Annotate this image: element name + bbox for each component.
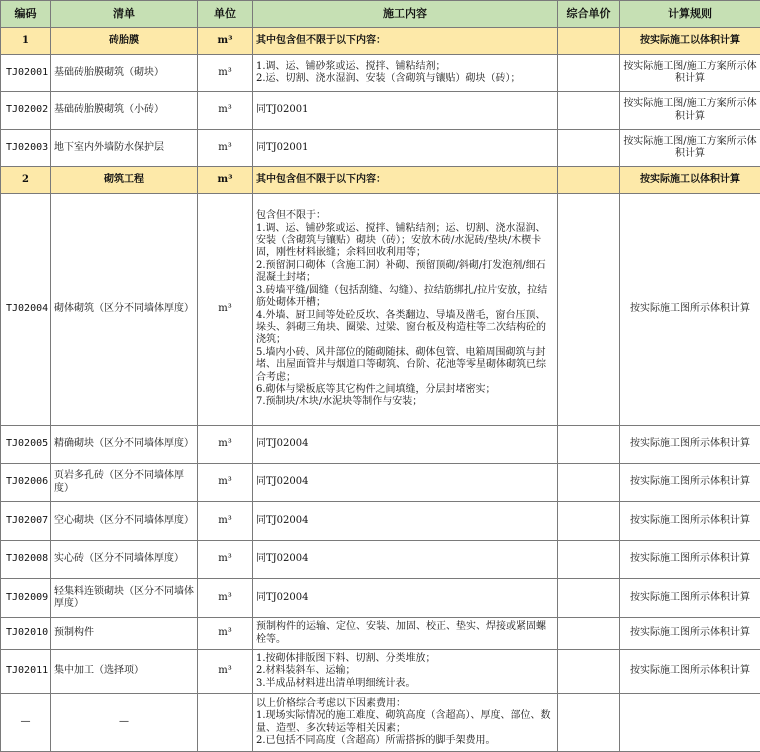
cell-unit: m³ xyxy=(198,579,253,618)
cell-item-name: 精确砌块（区分不同墙体厚度） xyxy=(51,426,198,464)
cell-unit-price xyxy=(558,167,620,194)
cell-content xyxy=(253,194,558,426)
cell-content xyxy=(253,618,558,650)
table-row xyxy=(1,579,760,618)
cell-content xyxy=(253,464,558,502)
cell-calc-rule: 按实际施工图所示体积计算 xyxy=(620,618,760,650)
content-line: 1.按砌体排版图下料、切割、分类堆放； xyxy=(256,653,554,665)
content-line: 5.墙内小砖、风井部位的随砌随抹、砌体包管、电箱周围砌筑与封堵、出屋面管井与烟道口等砌筑、台阶、花池等零星砌体砌筑已综合考虑； xyxy=(256,347,554,384)
cell-item-name: — xyxy=(51,694,198,752)
table-row xyxy=(1,426,760,464)
table-row xyxy=(1,130,760,167)
table-row xyxy=(1,502,760,541)
cell-calc-rule: 按实际施工图所示体积计算 xyxy=(620,579,760,618)
content-line: 同TJ02004 xyxy=(256,592,554,604)
content-line: 同TJ02004 xyxy=(256,515,554,527)
cell-content xyxy=(253,579,558,618)
table-row xyxy=(1,694,760,752)
cell-item-name: 页岩多孔砖（区分不同墙体厚度） xyxy=(51,464,198,502)
cell-content xyxy=(253,28,558,55)
cell-code: TJ02006 xyxy=(1,464,51,502)
content-line: 6.砌体与梁板底等其它构件之间填缝，分层封堵密实； xyxy=(256,384,554,396)
cell-code: TJ02008 xyxy=(1,541,51,579)
header-content: 施工内容 xyxy=(253,1,558,28)
header-item: 清单 xyxy=(51,1,198,28)
cell-item-name: 集中加工（选择项） xyxy=(51,650,198,694)
cell-unit: m³ xyxy=(198,55,253,92)
cell-content xyxy=(253,541,558,579)
cell-item-name: 基础砖胎膜砌筑（砌块） xyxy=(51,55,198,92)
content-line: 预制构件的运输、定位、安装、加固、校正、垫实、焊接或紧固螺栓等。 xyxy=(256,621,554,646)
section-row xyxy=(1,167,760,194)
content-line: 同TJ02001 xyxy=(256,142,554,154)
cell-calc-rule: 按实际施工图所示体积计算 xyxy=(620,650,760,694)
table-row xyxy=(1,92,760,130)
content-line: 其中包含但不限于以下内容： xyxy=(256,35,554,47)
header-code: 编码 xyxy=(1,1,51,28)
content-line: 以上价格综合考虑以下因素费用： xyxy=(256,698,554,710)
cell-unit: m³ xyxy=(198,194,253,426)
cell-unit: m³ xyxy=(198,130,253,167)
cell-code: 2 xyxy=(1,167,51,194)
cell-code: TJ02010 xyxy=(1,618,51,650)
cell-unit: m³ xyxy=(198,28,253,55)
table-row xyxy=(1,650,760,694)
content-line: 其中包含但不限于以下内容： xyxy=(256,174,554,186)
cell-code: — xyxy=(1,694,51,752)
content-line: 3.砖墙平缝/圆缝（包括刮缝、勾缝）、拉结筋绑扎/拉片安放，拉结筋处砌体开槽； xyxy=(256,285,554,310)
cell-item-name: 地下室内外墙防水保护层 xyxy=(51,130,198,167)
cell-unit-price xyxy=(558,502,620,541)
content-line: 4.外墙、厨卫间等处砼反坎、各类翻边、导墙及凿毛，窗台压顶、垛头、斜砌三角块、圈梁、过梁、窗台板及构造柱等二次结构砼的浇筑； xyxy=(256,310,554,347)
table-body xyxy=(1,28,760,752)
table-row xyxy=(1,194,760,426)
content-line: 1.调、运、铺砂浆或运、搅拌、铺粘结剂；运、切割、浇水湿润、安装（含砌筑与镶贴）砌块（砖）；安放木砖/水泥砖/垫块/木楔卡固，刚性材料嵌缝；余料回收利用等； xyxy=(256,223,554,260)
cell-content xyxy=(253,426,558,464)
cell-unit-price xyxy=(558,464,620,502)
cell-content xyxy=(253,55,558,92)
cell-unit-price xyxy=(558,618,620,650)
cell-code: TJ02002 xyxy=(1,92,51,130)
cell-item-name: 实心砖（区分不同墙体厚度） xyxy=(51,541,198,579)
cell-calc-rule: 按实际施工图所示体积计算 xyxy=(620,426,760,464)
table-header-row xyxy=(1,1,760,28)
cell-unit: m³ xyxy=(198,650,253,694)
content-line: 7.预制块/木块/水泥块等制作与安装； xyxy=(256,396,554,408)
cell-unit: m³ xyxy=(198,92,253,130)
cell-code: TJ02005 xyxy=(1,426,51,464)
cell-unit-price xyxy=(558,579,620,618)
cell-code: TJ02007 xyxy=(1,502,51,541)
cell-calc-rule: 按实际施工图所示体积计算 xyxy=(620,194,760,426)
cell-content xyxy=(253,167,558,194)
cell-calc-rule: 按实际施工图/施工方案所示体积计算 xyxy=(620,92,760,130)
cell-unit xyxy=(198,694,253,752)
cell-unit-price xyxy=(558,650,620,694)
cell-item-name: 砖胎膜 xyxy=(51,28,198,55)
content-line: 同TJ02004 xyxy=(256,476,554,488)
cell-unit-price xyxy=(558,694,620,752)
cell-unit: m³ xyxy=(198,618,253,650)
cell-unit: m³ xyxy=(198,502,253,541)
content-line: 2.已包括不同高度（含超高）所需搭拆的脚手架费用。 xyxy=(256,735,554,747)
cell-calc-rule: 按实际施工图/施工方案所示体积计算 xyxy=(620,55,760,92)
cell-content xyxy=(253,130,558,167)
header-unit: 单位 xyxy=(198,1,253,28)
content-line: 3.半成品材料进出清单明细统计表。 xyxy=(256,678,554,690)
content-line: 包含但不限于： xyxy=(256,210,554,222)
cell-content xyxy=(253,502,558,541)
cell-unit-price xyxy=(558,130,620,167)
content-line: 2.运、切割、浇水湿润、安装（含砌筑与镶贴）砌块（砖）； xyxy=(256,73,554,85)
cell-code: TJ02009 xyxy=(1,579,51,618)
cell-item-name: 空心砌块（区分不同墙体厚度） xyxy=(51,502,198,541)
cell-content xyxy=(253,694,558,752)
section-row xyxy=(1,28,760,55)
header-unit-price: 综合单价 xyxy=(558,1,620,28)
table-row xyxy=(1,55,760,92)
cell-code: TJ02004 xyxy=(1,194,51,426)
cell-item-name: 基础砖胎膜砌筑（小砖） xyxy=(51,92,198,130)
cell-calc-rule: 按实际施工以体积计算 xyxy=(620,167,760,194)
cell-content xyxy=(253,650,558,694)
cell-unit-price xyxy=(558,194,620,426)
cell-unit: m³ xyxy=(198,426,253,464)
cell-item-name: 砌体砌筑（区分不同墙体厚度） xyxy=(51,194,198,426)
table-row xyxy=(1,464,760,502)
content-line: 同TJ02004 xyxy=(256,438,554,450)
cell-item-name: 预制构件 xyxy=(51,618,198,650)
cell-unit: m³ xyxy=(198,541,253,579)
cell-code: TJ02003 xyxy=(1,130,51,167)
content-line: 同TJ02004 xyxy=(256,553,554,565)
cell-unit-price xyxy=(558,541,620,579)
cell-unit-price xyxy=(558,55,620,92)
cell-calc-rule: 按实际施工图所示体积计算 xyxy=(620,502,760,541)
content-line: 1.调、运、铺砂浆或运、搅拌、铺粘结剂； xyxy=(256,61,554,73)
cell-unit-price xyxy=(558,92,620,130)
cell-item-name: 砌筑工程 xyxy=(51,167,198,194)
cell-item-name: 轻集料连锁砌块（区分不同墙体厚度） xyxy=(51,579,198,618)
cell-code: 1 xyxy=(1,28,51,55)
content-line: 1.现场实际情况的施工难度、砌筑高度（含超高）、厚度、部位、数量、造型、多次转运等相关因素； xyxy=(256,710,554,735)
cell-content xyxy=(253,92,558,130)
cell-code: TJ02011 xyxy=(1,650,51,694)
cell-unit-price xyxy=(558,426,620,464)
header-calc-rule: 计算规则 xyxy=(620,1,760,28)
cell-calc-rule: 按实际施工图/施工方案所示体积计算 xyxy=(620,130,760,167)
cell-code: TJ02001 xyxy=(1,55,51,92)
content-line: 2.预留洞口砌体（含施工洞）补砌、预留顶砌/斜砌/打发泡剂/细石混凝土封堵； xyxy=(256,260,554,285)
table-row xyxy=(1,618,760,650)
cell-calc-rule: 按实际施工图所示体积计算 xyxy=(620,464,760,502)
cell-calc-rule: 按实际施工图所示体积计算 xyxy=(620,541,760,579)
cell-unit-price xyxy=(558,28,620,55)
table-row xyxy=(1,541,760,579)
content-line: 2.材料装斜车、运输； xyxy=(256,665,554,677)
cell-calc-rule: 按实际施工以体积计算 xyxy=(620,28,760,55)
cell-unit: m³ xyxy=(198,167,253,194)
cell-unit: m³ xyxy=(198,464,253,502)
content-line: 同TJ02001 xyxy=(256,104,554,116)
cell-calc-rule xyxy=(620,694,760,752)
